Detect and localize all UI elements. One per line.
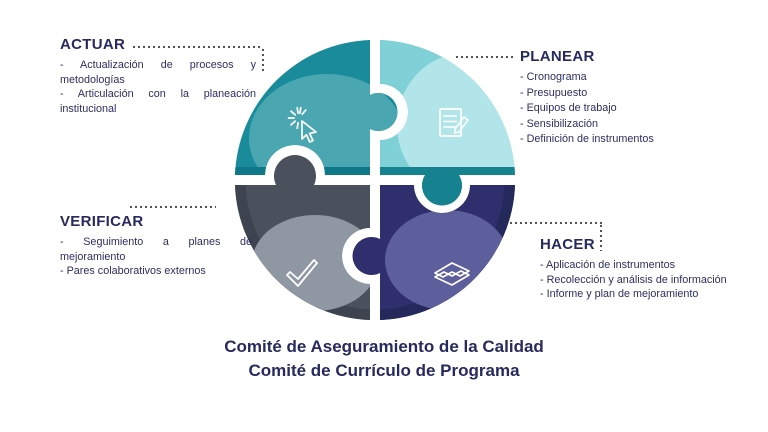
list-item: - Definición de instrumentos bbox=[520, 133, 654, 146]
planear-heading: PLANEAR bbox=[520, 48, 595, 65]
actuar-section bbox=[60, 36, 256, 116]
list-item: - Recolección y análisis de información bbox=[540, 273, 727, 286]
list-item: - Articulación con la planeación institucional bbox=[60, 88, 256, 115]
title-line-2: Comité de Currículo de Programa bbox=[248, 360, 520, 380]
verificar-heading: VERIFICAR bbox=[60, 213, 144, 230]
list-item: - Seguimiento a planes de mejoramiento bbox=[60, 236, 252, 263]
list-item: - Sensibilización bbox=[520, 117, 599, 130]
connector-actuar-vertical bbox=[262, 49, 264, 74]
list-item: - Equipos de trabajo bbox=[520, 102, 617, 115]
hacer-heading: HACER bbox=[540, 236, 595, 253]
list-item: - Aplicación de instrumentos bbox=[540, 259, 676, 271]
page-title bbox=[0, 335, 768, 382]
actuar-heading: ACTUAR bbox=[60, 36, 126, 53]
connector-planear bbox=[456, 56, 514, 58]
list-item: - Actualización de procesos y metodologías bbox=[60, 59, 256, 86]
list-item: - Cronograma bbox=[520, 71, 587, 83]
connector-hacer-horizontal bbox=[510, 222, 602, 224]
planear-list bbox=[520, 70, 720, 148]
planear-section bbox=[520, 48, 720, 148]
list-item: - Presupuesto bbox=[520, 86, 588, 99]
list-item: - Pares colaborativos externos bbox=[60, 265, 206, 277]
list-item: - Informe y plan de mejoramiento bbox=[540, 288, 699, 300]
pdca-puzzle-diagram bbox=[225, 30, 525, 330]
connector-verificar bbox=[130, 206, 216, 208]
hacer-list bbox=[540, 258, 755, 302]
actuar-list bbox=[60, 58, 256, 116]
verificar-section bbox=[60, 213, 252, 279]
hacer-section bbox=[540, 236, 755, 302]
title-line-1: Comité de Aseguramiento de la Calidad bbox=[224, 337, 544, 356]
verificar-list bbox=[60, 235, 252, 279]
